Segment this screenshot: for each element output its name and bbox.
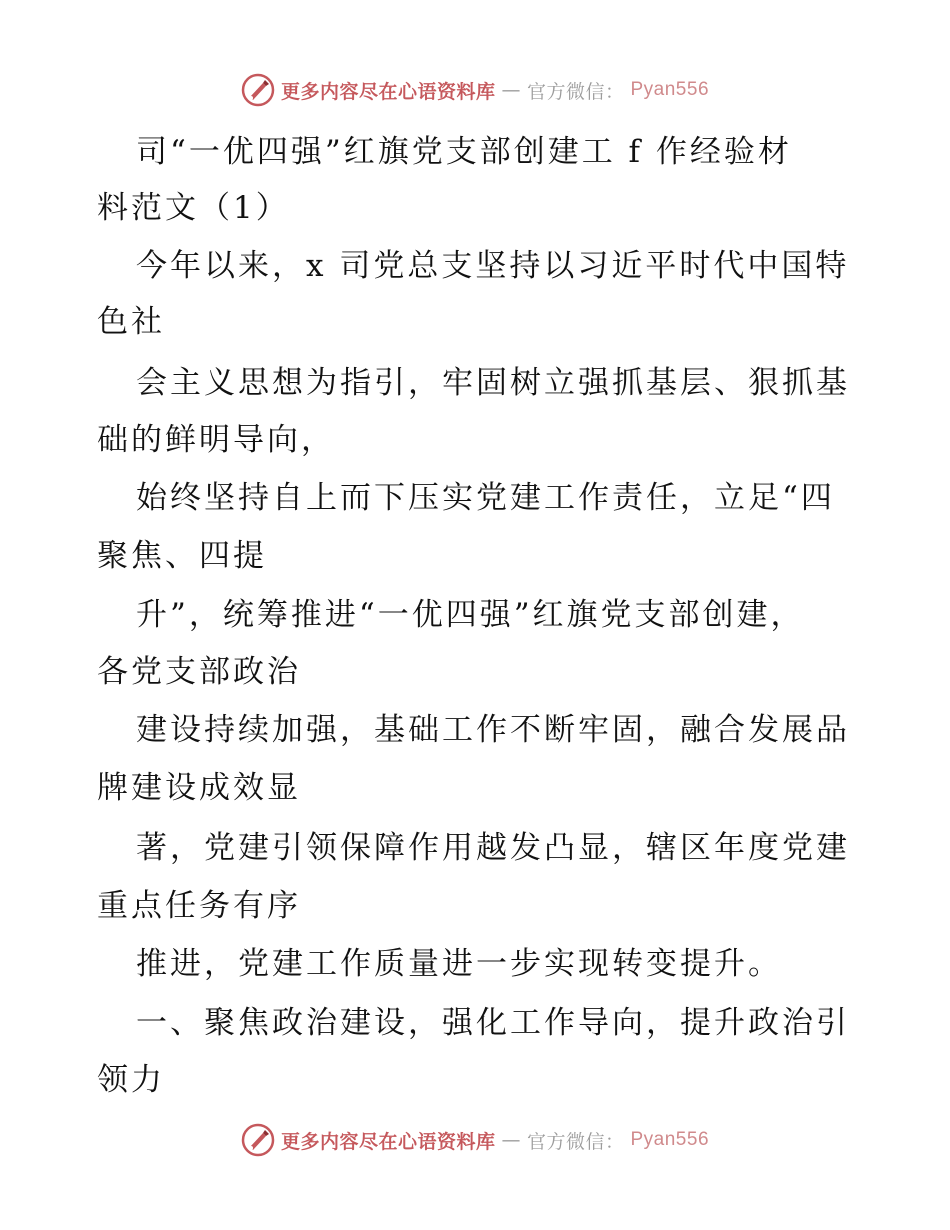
- watermark-brand: 更多内容尽在心语资料库: [280, 1130, 496, 1153]
- paragraph-line: 著，党建引领保障作用越发凸显，辖区年度党建: [136, 830, 850, 866]
- watermark-label: 官方微信：: [526, 1130, 625, 1153]
- paragraph-line: 重点任务有序: [97, 888, 301, 924]
- watermark-wechat-id: Pyan556: [630, 79, 710, 100]
- paragraph-line: 会主义思想为指引，牢固树立强抓基层、狠抓基: [136, 365, 850, 401]
- watermark-dash: —: [501, 1129, 521, 1151]
- paragraph-line: 升”，统筹推进“一优四强”红旗党支部创建，: [136, 597, 805, 633]
- paragraph-line: 牌建设成效显: [97, 770, 301, 806]
- doc-title-line-2: 料范文（1）: [97, 190, 290, 226]
- paragraph-line: 础的鲜明导向，: [97, 422, 335, 458]
- header-watermark: [0, 70, 950, 110]
- paragraph-line: 今年以来，x 司党总支坚持以习近平时代中国特: [136, 248, 850, 284]
- pen-seal-icon: [241, 1123, 275, 1157]
- doc-title-line-1: 司“一优四强”红旗党支部创建工 f 作经验材: [136, 134, 792, 170]
- section-heading-line: 一、聚焦政治建设，强化工作导向，提升政治引: [136, 1005, 850, 1041]
- pen-seal-icon: [241, 73, 275, 107]
- watermark-label: 官方微信：: [526, 80, 625, 103]
- footer-watermark: [0, 1120, 950, 1160]
- paragraph-line: 各党支部政治: [97, 654, 301, 690]
- paragraph-line: 色社: [97, 304, 165, 340]
- watermark-brand: 更多内容尽在心语资料库: [280, 80, 496, 103]
- section-heading-line: 领力: [97, 1062, 165, 1098]
- watermark-wechat-id: Pyan556: [630, 1129, 710, 1150]
- paragraph-line: 推进，党建工作质量进一步实现转变提升。: [136, 946, 782, 982]
- watermark-dash: —: [501, 79, 521, 101]
- paragraph-line: 建设持续加强，基础工作不断牢固，融合发展品: [136, 712, 850, 748]
- paragraph-line: 聚焦、四提: [97, 538, 267, 574]
- paragraph-line: 始终坚持自上而下压实党建工作责任，立足“四: [136, 480, 835, 516]
